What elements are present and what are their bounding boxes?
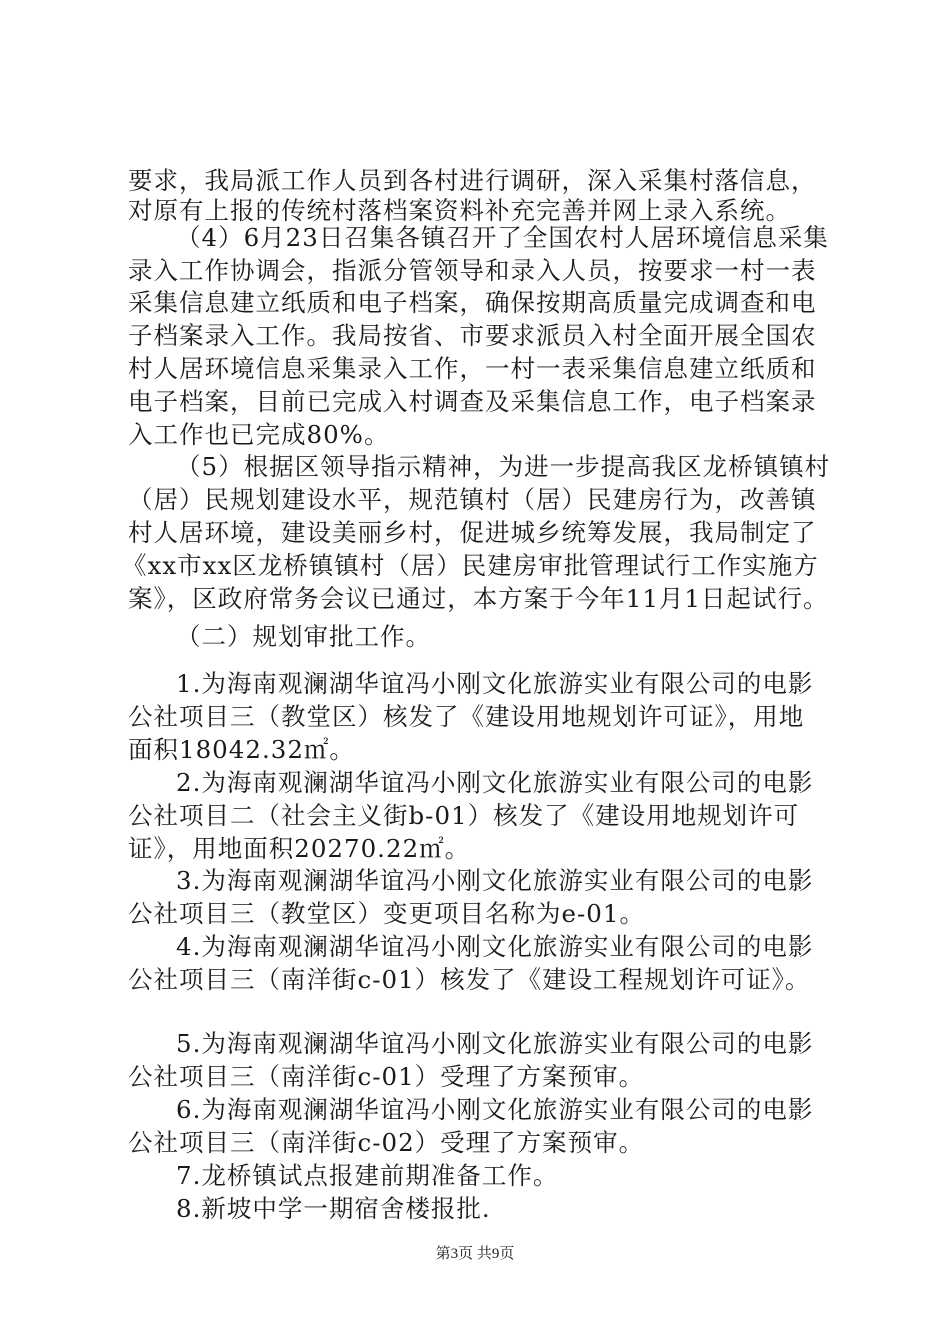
- paragraph-line: 面积18042.32㎡。: [128, 735, 355, 764]
- paragraph-line: 证》，用地面积20270.22㎡。: [128, 834, 471, 863]
- paragraph-line: 对原有上报的传统村落档案资料补充完善并网上录入系统。: [128, 196, 791, 225]
- paragraph-line: 公社项目二（社会主义街b-01）核发了《建设用地规划许可: [128, 801, 800, 830]
- paragraph-line: 公社项目三（南洋街c-02）受理了方案预审。: [128, 1128, 645, 1157]
- paragraph-line: （4）6月23日召集各镇召开了全国农村人居环境信息采集: [176, 223, 829, 252]
- paragraph-line: 采集信息建立纸质和电子档案，确保按期高质量完成调查和电: [128, 288, 817, 317]
- paragraph-line: 村人居环境信息采集录入工作，一村一表采集信息建立纸质和: [128, 354, 817, 383]
- paragraph-line: 4.为海南观澜湖华谊冯小刚文化旅游实业有限公司的电影: [176, 932, 814, 961]
- paragraph-line: 《xx市xx区龙桥镇镇村（居）民建房审批管理试行工作实施方: [122, 551, 819, 580]
- paragraph-line: 1.为海南观澜湖华谊冯小刚文化旅游实业有限公司的电影: [176, 669, 814, 698]
- paragraph-line: 2.为海南观澜湖华谊冯小刚文化旅游实业有限公司的电影: [176, 768, 814, 797]
- paragraph-line: 公社项目三（教堂区）变更项目名称为e-01。: [128, 899, 645, 928]
- paragraph-line: 6.为海南观澜湖华谊冯小刚文化旅游实业有限公司的电影: [176, 1095, 814, 1124]
- paragraph-line: 录入工作协调会，指派分管领导和录入人员，按要求一村一表: [128, 256, 817, 285]
- paragraph-line: 案》，区政府常务会议已通过，本方案于今年11月1日起试行。: [128, 584, 829, 613]
- paragraph-line: 村人居环境，建设美丽乡村，促进城乡统筹发展，我局制定了: [128, 518, 817, 547]
- paragraph-line: （居）民规划建设水平，规范镇村（居）民建房行为，改善镇: [128, 485, 817, 514]
- paragraph-line: 入工作也已完成80%。: [128, 420, 390, 449]
- section-heading: （二）规划审批工作。: [176, 622, 431, 651]
- paragraph-line: 电子档案，目前已完成入村调查及采集信息工作，电子档案录: [128, 387, 817, 416]
- paragraph-line: 要求，我局派工作人员到各村进行调研，深入采集村落信息，: [128, 166, 817, 195]
- paragraph-line: 5.为海南观澜湖华谊冯小刚文化旅游实业有限公司的电影: [176, 1029, 814, 1058]
- paragraph-line: 3.为海南观澜湖华谊冯小刚文化旅游实业有限公司的电影: [176, 866, 814, 895]
- paragraph-line: （5）根据区领导指示精神，为进一步提高我区龙桥镇镇村: [176, 452, 831, 481]
- paragraph-line: 公社项目三（南洋街c-01）核发了《建设工程规划许可证》。: [128, 965, 811, 994]
- paragraph-line: 子档案录入工作。我局按省、市要求派员入村全面开展全国农: [128, 321, 817, 350]
- paragraph-line: 7.龙桥镇试点报建前期准备工作。: [176, 1161, 559, 1190]
- page-number-footer: 第3页 共9页: [435, 1246, 515, 1262]
- paragraph-line: 公社项目三（教堂区）核发了《建设用地规划许可证》，用地: [128, 702, 805, 731]
- paragraph-line: 8.新坡中学一期宿舍楼报批.: [176, 1194, 491, 1223]
- paragraph-line: 公社项目三（南洋街c-01）受理了方案预审。: [128, 1062, 645, 1091]
